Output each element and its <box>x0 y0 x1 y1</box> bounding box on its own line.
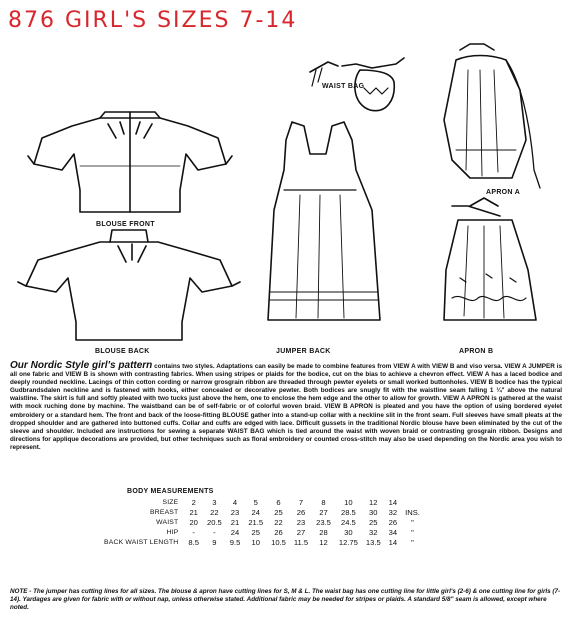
apron-a-drawing <box>444 44 540 188</box>
measurement-cell: 24.5 <box>340 517 356 527</box>
measurements-title: BODY MEASUREMENTS <box>127 488 214 495</box>
measurement-cell: 26 <box>388 517 398 527</box>
measurement-cell: 26 <box>296 507 306 517</box>
pattern-note: NOTE - The jumper has cutting lines for all sizes. The blouse & apron have cutting lines for S, M & L. The waist bag has one cutting line for little girl's (2-6) & one cutting line for girls (7-14). Yardages are given for fabric with or without nap, unless otherwise stated. Additional fabric may be needed for stripes or plaids. A standard 5/8" seam is allowed, except where noted. <box>10 588 561 611</box>
label-jumper-back: JUMPER BACK <box>276 348 331 355</box>
measurement-cell: 21 <box>189 507 198 517</box>
pattern-illustrations <box>0 30 570 360</box>
measurement-cell: 30 <box>344 527 353 537</box>
measurement-cell: 23 <box>230 507 240 517</box>
description-lead: Our Nordic Style girl's pattern <box>10 360 153 371</box>
measurement-cell: 10.5 <box>271 537 286 547</box>
measurement-cell: 25 <box>369 517 378 527</box>
measurement-cell: 25 <box>274 507 283 517</box>
measurement-unit: " <box>411 527 414 537</box>
measurement-row-label: WAIST <box>156 518 179 526</box>
measurement-row <box>100 517 424 527</box>
jumper-back-drawing <box>268 122 380 320</box>
measurement-cell: 6 <box>276 497 281 507</box>
measurement-cell: 10 <box>344 497 353 507</box>
measurement-cell: 4 <box>232 497 238 507</box>
measurement-cell: 2 <box>191 497 196 507</box>
measurement-cell: - <box>213 527 216 537</box>
label-blouse-front: BLOUSE FRONT <box>96 221 155 228</box>
measurement-cell: 26 <box>274 527 283 537</box>
measurement-cell: 30 <box>369 507 378 517</box>
measurement-unit: " <box>411 537 414 547</box>
measurement-cell: 23 <box>296 517 306 527</box>
measurement-cell: 32 <box>388 507 398 517</box>
measurement-cell: 34 <box>388 527 398 537</box>
measurement-row-label: SIZE <box>162 498 179 506</box>
measurement-cell: 9 <box>212 537 217 547</box>
measurement-cell: 8.5 <box>188 537 199 547</box>
pattern-title: 876 GIRL'S SIZES 7-14 <box>8 8 298 33</box>
measurement-cell: 3 <box>212 497 217 507</box>
apron-b-drawing <box>444 198 536 320</box>
measurement-cell: 27 <box>296 527 306 537</box>
measurement-row <box>100 497 424 507</box>
label-waist-bag: WAIST BAG <box>322 83 365 90</box>
measurement-cell: 27 <box>319 507 328 517</box>
measurement-row-label: HIP <box>166 528 179 536</box>
measurement-row <box>100 527 424 537</box>
measurement-cell: 21.5 <box>248 517 264 527</box>
measurement-cell: 13.5 <box>365 537 381 547</box>
measurement-cell: 8 <box>321 497 326 507</box>
blouse-back-drawing <box>18 230 240 340</box>
label-apron-a: APRON A <box>486 189 521 196</box>
measurement-cell: 10 <box>251 537 260 547</box>
measurement-cell: 14 <box>388 497 398 507</box>
measurement-cell: 14 <box>388 537 398 547</box>
measurement-cell: 24 <box>230 527 240 537</box>
measurements-table <box>100 497 424 547</box>
blouse-front-drawing <box>28 112 232 212</box>
measurement-cell: 32 <box>369 527 378 537</box>
measurement-cell: 12.75 <box>338 537 358 547</box>
measurement-cell: 20 <box>189 517 198 527</box>
measurement-cell: 22 <box>210 507 219 517</box>
measurement-cell: 11.5 <box>293 537 309 547</box>
measurement-cell: 9.5 <box>229 537 241 547</box>
measurement-cell: 5 <box>253 497 258 507</box>
measurement-unit: " <box>411 517 414 527</box>
measurement-cell: 7 <box>298 497 304 507</box>
label-apron-b: APRON B <box>459 348 494 355</box>
measurement-cell: 22 <box>274 517 283 527</box>
description-body: contains two styles. Adaptations can easily be made to combine features from VIEW A with VIEW B and viso versa. VIEW A JUMPER is all one fabric and VIEW B is shown with contrasting fabrics. When using stripes or plaids for the bodice, cut on the bias to achieve a chevron effect. VIEW A has a laced bodice and deeply rounded neckline. Lacings of thin cotton cording or narrow grosgrain ribbon are threaded through pewter eyelets or small worked buttonholes. VIEW B bodice has the typical Gudbrandsdalen neckline and is fastened with hooks, either concealed or decorative pewter. Both bodices are snugly fit with the waistline seam falling 1 ¼" above the natural waistline. The skirt is full and softly pleated with two tucks just above the hem, one to enclose the hem edge and the other to allow for growth. VIEW A APRON is gathered at the waist with mock ruching done by machine. The waistband can be of self-fabric or of colorful woven braid. VIEW B APRON is pleated and you have the option of using bordered eyelet embroidery or a standard hem. The front and back of the loose-fitting BLOUSE gather into a stand-up collar with a neckline slit in the front seam. Full sleeves have small pleats at the dropped shoulder and are gathered into buttoned cuffs. Collar and cuffs are edged with lace. Difficult gussets in the traditional Nordic blouse have been eliminated by the cut of the sleeve and shoulder. Included are instructions for sewing a separate WAIST BAG which is tied around the waist with woven braid or contrasting grosgrain ribbon. Designs and directions for applique decorations are provided, but other techniques such as floral embroidery or counted cross-stitch may also be used depending on the Nordic area you wish to represent. <box>10 363 562 451</box>
label-blouse-back: BLOUSE BACK <box>95 348 150 355</box>
pattern-description <box>10 362 562 452</box>
measurement-cell: 28 <box>319 527 328 537</box>
measurement-cell: 20.5 <box>206 517 222 527</box>
measurement-cell: 12 <box>319 537 328 547</box>
measurement-unit: INS. <box>405 507 420 517</box>
measurement-cell: 21 <box>230 517 240 527</box>
measurement-cell: 12 <box>369 497 378 507</box>
measurement-row <box>100 537 424 547</box>
measurement-cell: 23.5 <box>316 517 331 527</box>
measurement-row-label: BACK WAIST LENGTH <box>104 538 179 546</box>
measurement-cell: - <box>192 527 195 537</box>
measurement-row <box>100 507 424 517</box>
measurement-unit <box>401 497 424 507</box>
measurement-cell: 25 <box>251 527 260 537</box>
measurement-row-label: BREAST <box>150 508 179 516</box>
measurement-cell: 28.5 <box>340 507 356 517</box>
measurement-cell: 24 <box>251 507 260 517</box>
